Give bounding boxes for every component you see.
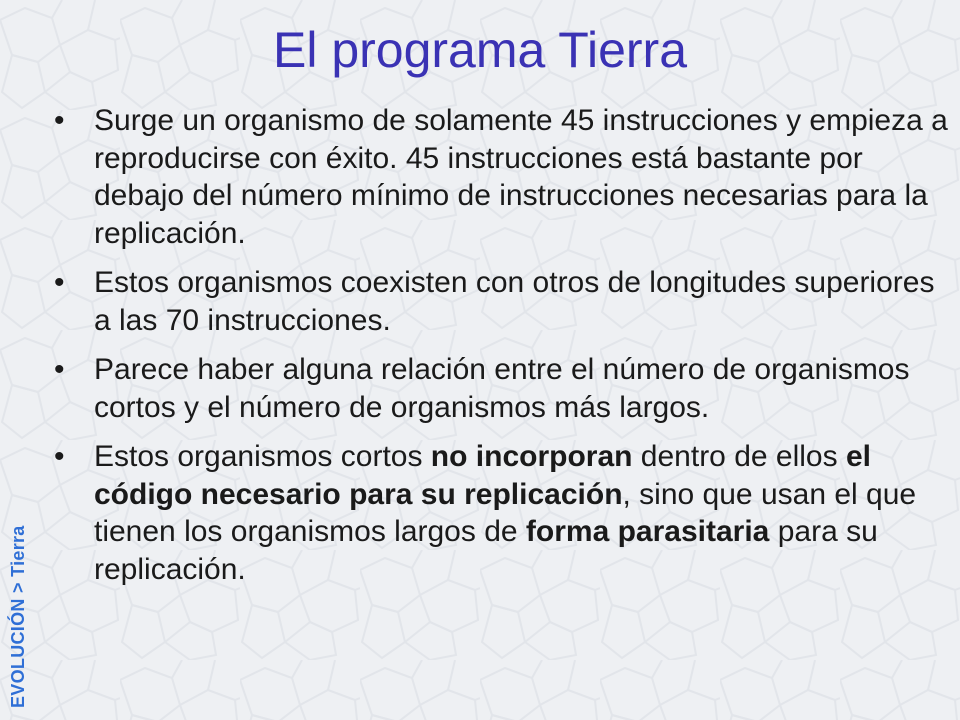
bullet-bold-segment: el código necesario para su replicación	[94, 440, 871, 511]
bullet-list	[54, 102, 950, 600]
slide-title: El programa Tierra	[272, 22, 688, 78]
bullet-icon: •	[54, 266, 65, 299]
bullet-bold-segment: no incorporan	[430, 440, 633, 473]
bullet-text-segment: , sino que usan el que tienen los organismos largos de	[94, 477, 917, 548]
bullet-icon: •	[54, 104, 65, 137]
bullet-text: Surge un organismo de solamente 45 instrucciones y empieza a reproducirse con éxito. 45 instrucciones está bastante por debajo del número mínimo de instrucciones necesarias para la replicación.	[94, 104, 948, 250]
bullet-bold-segment: forma parasitaria	[525, 515, 770, 548]
bullet-text: Estos organismos coexisten con otros de longitudes superiores a las 70 instrucciones.	[94, 266, 935, 337]
bullet-text: Parece haber alguna relación entre el número de organismos cortos y el número de organismos más largos.	[94, 353, 910, 424]
bullet-item-4	[54, 438, 950, 588]
bullet-icon: •	[54, 353, 65, 386]
bullet-icon: •	[54, 440, 65, 473]
bullet-text-segment: Estos organismos cortos	[94, 440, 431, 473]
bullet-item-3	[54, 351, 950, 426]
bullet-text-segment: para su replicación.	[94, 515, 878, 586]
section-breadcrumb-label: EVOLUCIÓN > Tierra	[8, 525, 28, 708]
bullet-item-1	[54, 102, 950, 252]
bullet-text	[94, 440, 916, 586]
bullet-text-segment: dentro de ellos	[632, 440, 846, 473]
bullet-item-2	[54, 264, 950, 339]
